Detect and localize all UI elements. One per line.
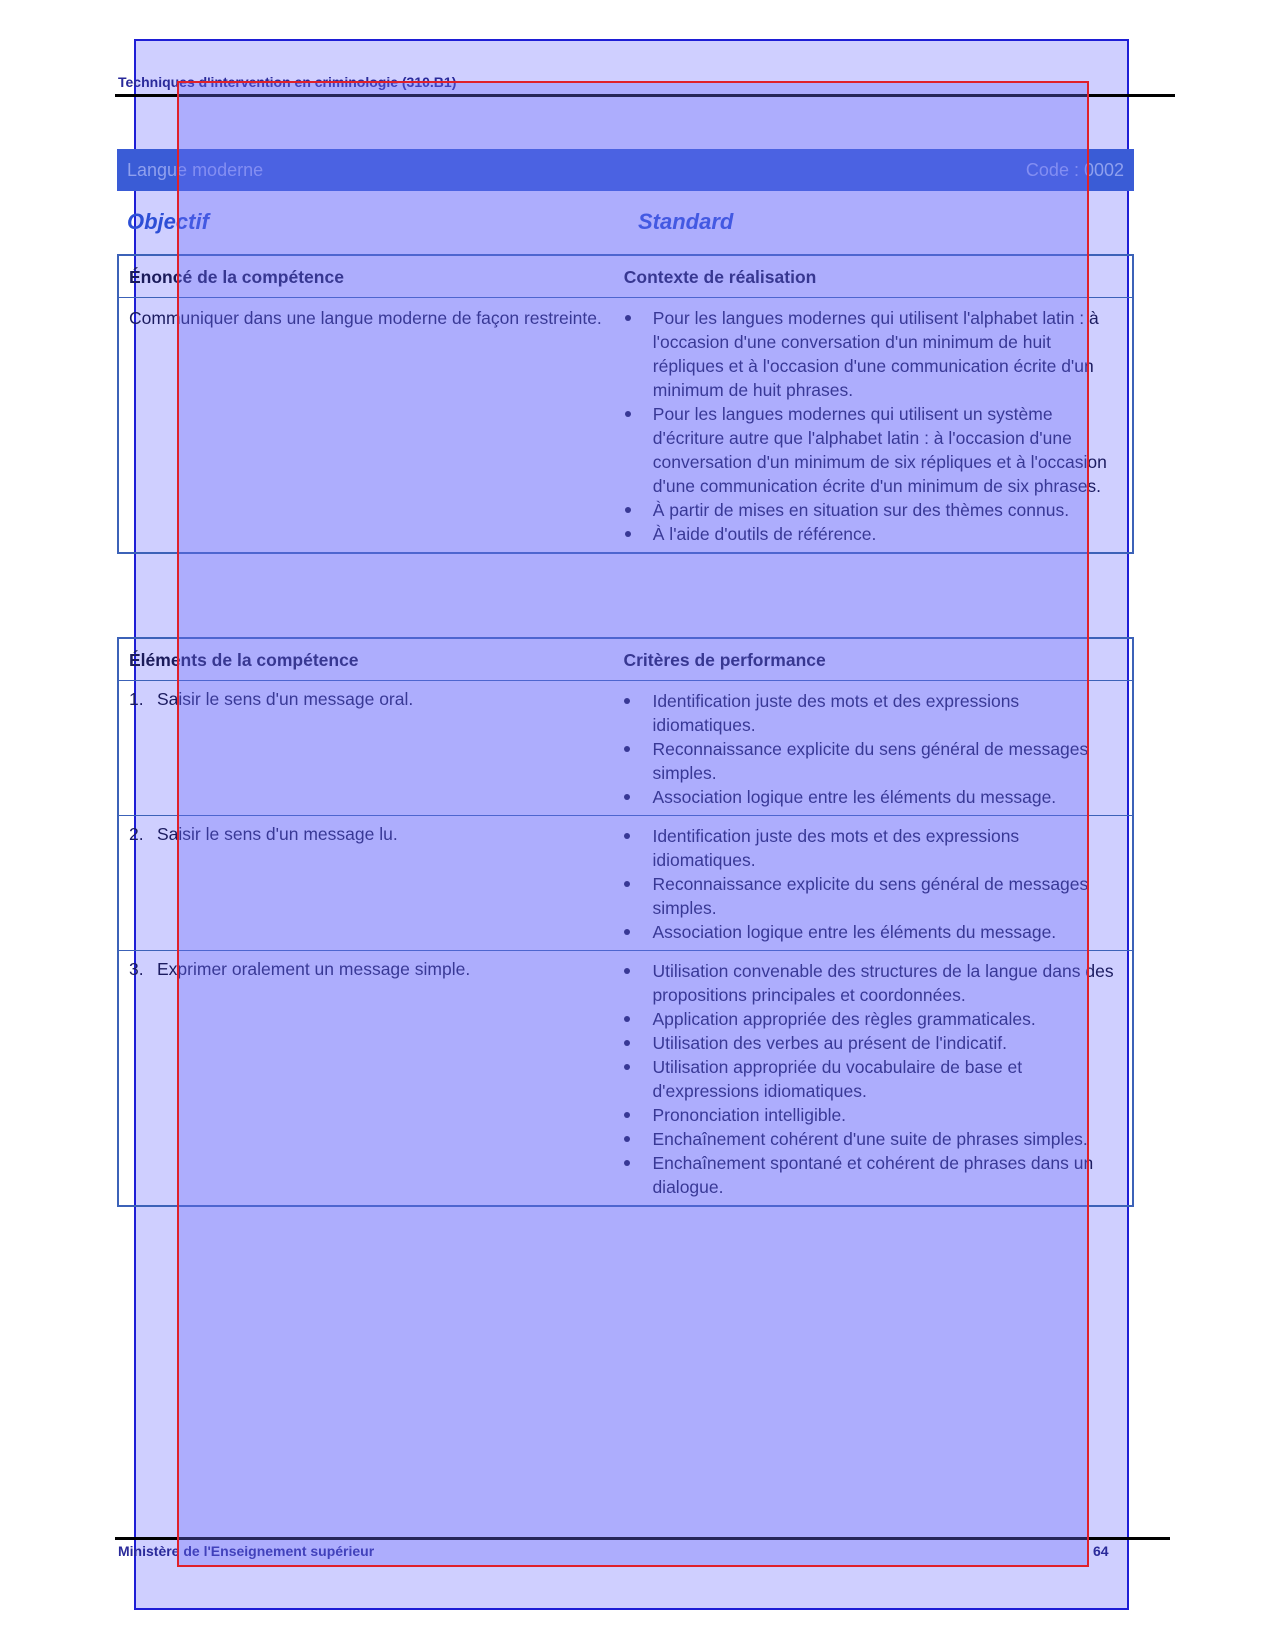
competency-elements-table (117, 637, 1134, 1207)
list-item: Prononciation intelligible. (623, 1103, 1122, 1127)
list-item: Pour les langues modernes qui utilisent un système d'écriture autre que l'alphabet latin : à l'occasion d'une conversation d'un minimum de six répliques et à l'occasion d'une communication écrite d'un minimum de six phrases. (624, 402, 1122, 498)
element-number: 1. (129, 689, 144, 709)
objective-heading: Objectif (127, 209, 209, 234)
criteria-cell (613, 951, 1133, 1207)
elements-header: Éléments de la compétence (118, 638, 613, 681)
element-cell (118, 681, 613, 816)
element-number: 3. (129, 959, 144, 979)
footer-rule (115, 1537, 1170, 1540)
list-item: Identification juste des mots et des expressions idiomatiques. (623, 824, 1122, 872)
standard-heading: Standard (638, 209, 734, 234)
list-item: Enchaînement spontané et cohérent de phrases dans un dialogue. (623, 1151, 1122, 1199)
context-header: Contexte de réalisation (614, 255, 1133, 298)
list-item: Utilisation convenable des structures de la langue dans des propositions principales et coordonnées. (623, 959, 1122, 1007)
table-header-row (118, 638, 1133, 681)
list-item: Reconnaissance explicite du sens général de messages simples. (623, 872, 1122, 920)
running-header: Techniques d'intervention en criminologie (310.B1) (118, 74, 457, 90)
criteria-cell (613, 816, 1133, 951)
list-item: Reconnaissance explicite du sens général de messages simples. (623, 737, 1122, 785)
list-item: Enchaînement cohérent d'une suite de phrases simples. (623, 1127, 1122, 1151)
element-label: Saisir le sens d'un message lu. (157, 824, 398, 844)
page-number: 64 (1093, 1543, 1109, 1559)
list-item: À partir de mises en situation sur des thèmes connus. (624, 498, 1122, 522)
list-item: Association logique entre les éléments du message. (623, 785, 1122, 809)
element-label: Saisir le sens d'un message oral. (157, 689, 414, 709)
criteria-cell (613, 681, 1133, 816)
list-item: Utilisation appropriée du vocabulaire de base et d'expressions idiomatiques. (623, 1055, 1122, 1103)
criteria-list (623, 689, 1122, 809)
table-row (118, 298, 1133, 554)
element-number: 2. (129, 824, 144, 844)
statement-header: Énoncé de la compétence (118, 255, 614, 298)
list-item: Utilisation des verbes au présent de l'indicatif. (623, 1031, 1122, 1055)
context-list (624, 306, 1122, 546)
header-rule (115, 94, 1175, 97)
list-item: Identification juste des mots et des expressions idiomatiques. (623, 689, 1122, 737)
list-item: À l'aide d'outils de référence. (624, 522, 1122, 546)
table-row (118, 816, 1133, 951)
criteria-header: Critères de performance (613, 638, 1133, 681)
competency-statement: Communiquer dans une langue moderne de façon restreinte. (118, 298, 614, 554)
competency-statement-table (117, 254, 1134, 554)
list-item: Application appropriée des règles grammaticales. (623, 1007, 1122, 1031)
table-row (118, 681, 1133, 816)
element-cell (118, 951, 613, 1207)
criteria-list (623, 824, 1122, 944)
list-item: Association logique entre les éléments du message. (623, 920, 1122, 944)
list-item: Pour les langues modernes qui utilisent l'alphabet latin : à l'occasion d'une conversation d'un minimum de huit répliques et à l'occasion d'une communication écrite d'un minimum de huit phrases. (624, 306, 1122, 402)
competency-title: Langue moderne (127, 160, 264, 180)
element-label: Exprimer oralement un message simple. (157, 959, 471, 979)
criteria-list (623, 959, 1122, 1199)
competency-code: Code : 0002 (1025, 160, 1124, 180)
footer-publisher: Ministère de l'Enseignement supérieur (118, 1543, 375, 1559)
context-cell (614, 298, 1133, 554)
element-cell (118, 816, 613, 951)
table-header-row (118, 255, 1133, 298)
table-row (118, 951, 1133, 1207)
title-bar (117, 149, 1134, 191)
